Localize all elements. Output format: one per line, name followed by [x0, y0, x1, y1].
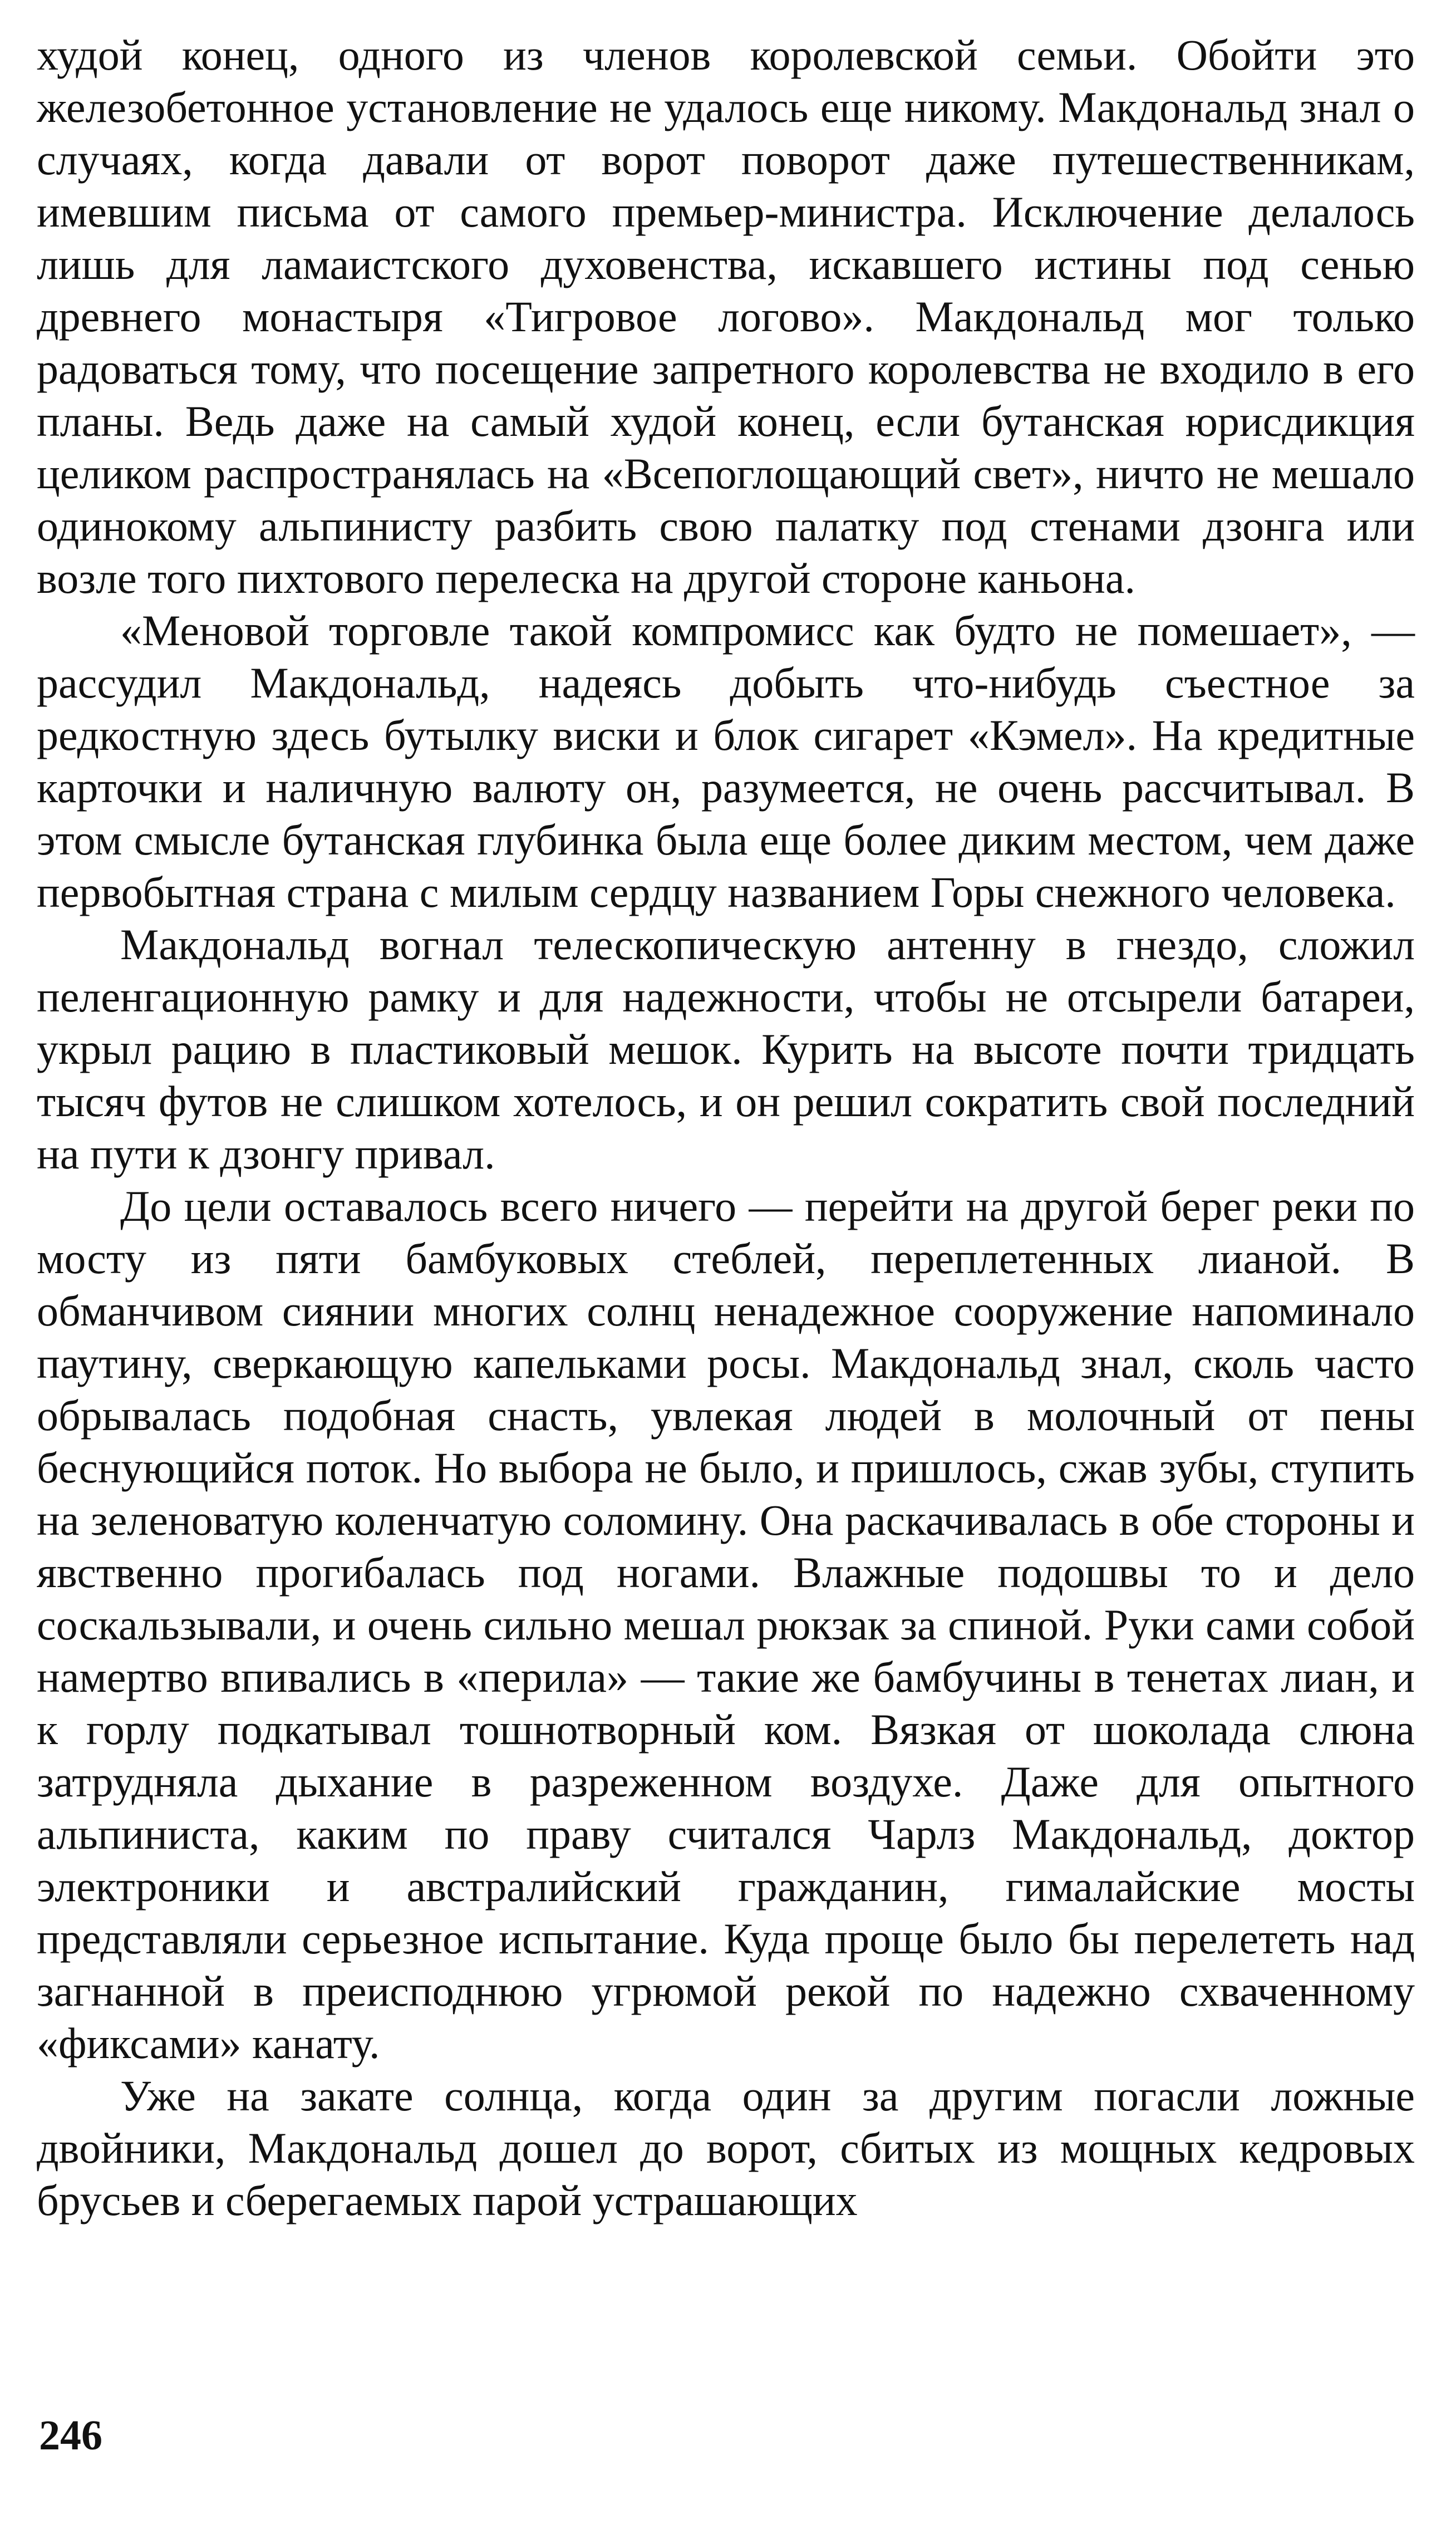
paragraph: Макдональд вогнал телескопическую антенну в гнездо, сложил пеленгационную рамку и для надежности, чтобы не отсырели батареи, укрыл рацию в пластиковый мешок. Курить на высоте почти тридцать тысяч футов не слишком хотелось, и он решил сократить свой последний на пути к дзонгу привал. [37, 920, 1415, 1178]
paragraph: До цели оставалось всего ничего — перейти на другой берег реки по мосту из пяти бамбуковых стеблей, переплетенных лианой. В обманчивом сиянии многих солнц ненадежное сооружение напоминало паутину, сверкающую капельками росы. Макдональд знал, сколь часто обрывалась подобная снасть, увлекая людей в молочный от пены беснующийся поток. Но выбора не было, и пришлось, сжав зубы, ступить на зеленоватую коленчатую соломину. Она раскачивалась в обе стороны и явственно прогибалась под ногами. Влажные подошвы то и дело соскальзывали, и очень сильно мешал рюкзак за спиной. Руки сами собой намертво впивались в «перила» — такие же бамбучины в тенетах лиан, и к горлу подкатывал тошнотворный ком. Вязкая от шоколада слюна затрудняла дыхание в разреженном воздухе. Даже для опытного альпиниста, каким по праву считался Чарлз Макдональд, доктор электроники и австралийский гражданин, гималайские мосты представляли серьезное испытание. Куда проще было бы перелететь над загнанной в преисподнюю угрюмой рекой по надежно схваченному «фиксами» канату. [37, 1182, 1415, 2068]
paragraph: «Меновой торговле такой компромисс как будто не помешает», — рассудил Макдональд, надеясь добыть что-нибудь съестное за редкостную здесь бутылку виски и блок сигарет «Кэмел». На кредитные карточки и наличную валюту он, разумеется, не очень рассчитывал. В этом смысле бутанская глубинка была еще более диким местом, чем даже первобытная страна с милым сердцу названием Горы снежного человека. [37, 606, 1415, 916]
page-number: 246 [39, 2412, 102, 2459]
paragraph: Уже на закате солнца, когда один за другим погасли ложные двойники, Макдональд дошел до ворот, сбитых из мощных кедровых брусьев и сберегаемых парой устрашающих [37, 2071, 1415, 2224]
paragraph-continued: худой конец, одного из членов королевской семьи. Обойти это железобетонное установление не удалось еще никому. Макдональд знал о случаях, когда давали от ворот поворот даже путешественникам, имевшим письма от самого премьер-министра. Исключение делалось лишь для ламаистского духовенства, искавшего истины под сенью древнего монастыря «Тигровое логово». Макдональд мог только радоваться тому, что посещение запретного королевства не входило в его планы. Ведь даже на самый худой конец, если бутанская юрисдикция целиком распространялась на «Всепоглощающий свет», ничто не мешало одинокому альпинисту разбить свою палатку под стенами дзонга или возле того пихтового перелеска на другой стороне каньона. [37, 31, 1415, 602]
body-text [37, 29, 1415, 2227]
